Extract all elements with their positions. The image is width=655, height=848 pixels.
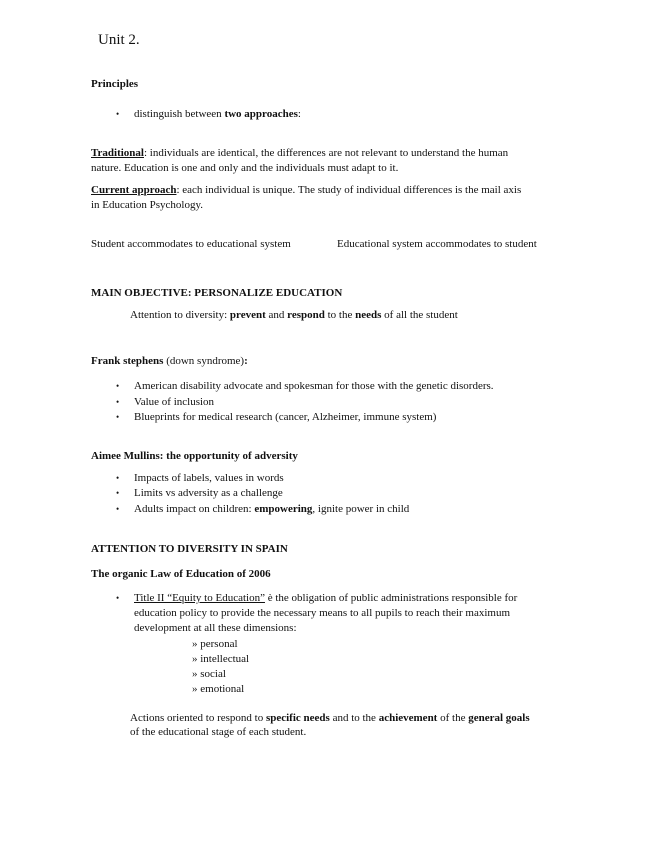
dimension-item: » social (192, 668, 226, 680)
frank-paren: (down syndrome) (163, 355, 245, 367)
text-run: Actions oriented to respond to (130, 712, 266, 724)
bold-run: needs (355, 309, 382, 321)
bullet-text: distinguish between (134, 108, 225, 120)
objective-line (130, 308, 458, 322)
text-run: and to the (329, 712, 379, 724)
bullet-marker: • (116, 473, 120, 483)
comparison-left: Student accommodates to educational system (91, 238, 291, 250)
title-ii-ref: Title II “Equity to Education” (134, 592, 265, 604)
frank-item: American disability advocate and spokesman for those with the genetic disorders. (134, 380, 494, 392)
text-run: of all the student (381, 309, 458, 321)
dimension-item: » personal (192, 638, 238, 650)
current-line1 (91, 183, 521, 197)
title-ii-line2: education policy to provide the necessary means to all pupils to reach their maximum (134, 607, 511, 619)
bold-run: respond (287, 309, 325, 321)
traditional-line2: nature. Education is one and only and the individuals must adapt to it. (91, 162, 399, 174)
text-run: , ignite power in child (312, 503, 410, 515)
traditional-label: Traditional (91, 147, 144, 159)
bullet-marker: • (116, 488, 120, 498)
current-line2: in Education Psychology. (91, 199, 204, 211)
comparison-right: Educational system accommodates to student (337, 238, 537, 250)
text-run: and (265, 309, 288, 321)
law-heading: The organic Law of Education of 2006 (91, 568, 271, 580)
traditional-line1 (91, 146, 508, 160)
text-run: to the (324, 309, 356, 321)
unit-title: Unit 2. (98, 32, 140, 48)
traditional-text: : individuals are identical, the differences are not relevant to understand the human (143, 147, 509, 159)
bold-run: achievement (378, 712, 438, 724)
frank-name: Frank stephens (91, 355, 164, 367)
text-run: of the (437, 712, 469, 724)
text-run: Adults impact on children: (134, 503, 255, 515)
aimee-item: Impacts of labels, values in words (134, 472, 284, 484)
objective-heading: MAIN OBJECTIVE: PERSONALIZE EDUCATION (91, 287, 343, 299)
bullet-marker: • (116, 593, 120, 603)
title-ii-line3: development at all these dimensions: (134, 622, 297, 634)
aimee-item (134, 502, 409, 516)
aimee-item: Limits vs adversity as a challenge (134, 487, 283, 499)
title-ii-line1 (134, 591, 517, 605)
frank-heading (91, 354, 248, 368)
bullet-marker: • (116, 381, 120, 391)
title-ii-text: è the obligation of public administrations responsible for (264, 592, 518, 604)
bullet-text-end: : (297, 108, 301, 120)
bold-run: prevent (229, 309, 266, 321)
aimee-heading: Aimee Mullins: the opportunity of adversity (91, 450, 298, 462)
principles-bullet (134, 107, 301, 121)
bullet-marker: • (116, 109, 120, 119)
frank-item: Blueprints for medical research (cancer, Alzheimer, immune system) (134, 411, 437, 423)
current-text: : each individual is unique. The study of individual differences is the mail axis (176, 184, 522, 196)
spain-heading: ATTENTION TO DIVERSITY IN SPAIN (91, 543, 288, 555)
bullet-marker: • (116, 397, 120, 407)
bullet-marker: • (116, 504, 120, 514)
current-label: Current approach (91, 184, 177, 196)
bold-run: specific needs (265, 712, 330, 724)
dimension-item: » emotional (192, 683, 245, 695)
frank-item: Value of inclusion (134, 396, 215, 408)
bold-run: general goals (468, 712, 530, 724)
text-run: Attention to diversity: (130, 309, 230, 321)
bullet-marker: • (116, 412, 120, 422)
frank-colon: : (244, 355, 248, 367)
dimension-item: » intellectual (192, 653, 250, 665)
bold-run: empowering (254, 503, 313, 515)
bullet-bold: two approaches (224, 108, 298, 120)
actions-line1 (130, 711, 530, 725)
actions-line2: of the educational stage of each student. (130, 726, 307, 738)
principles-heading: Principles (91, 78, 139, 90)
